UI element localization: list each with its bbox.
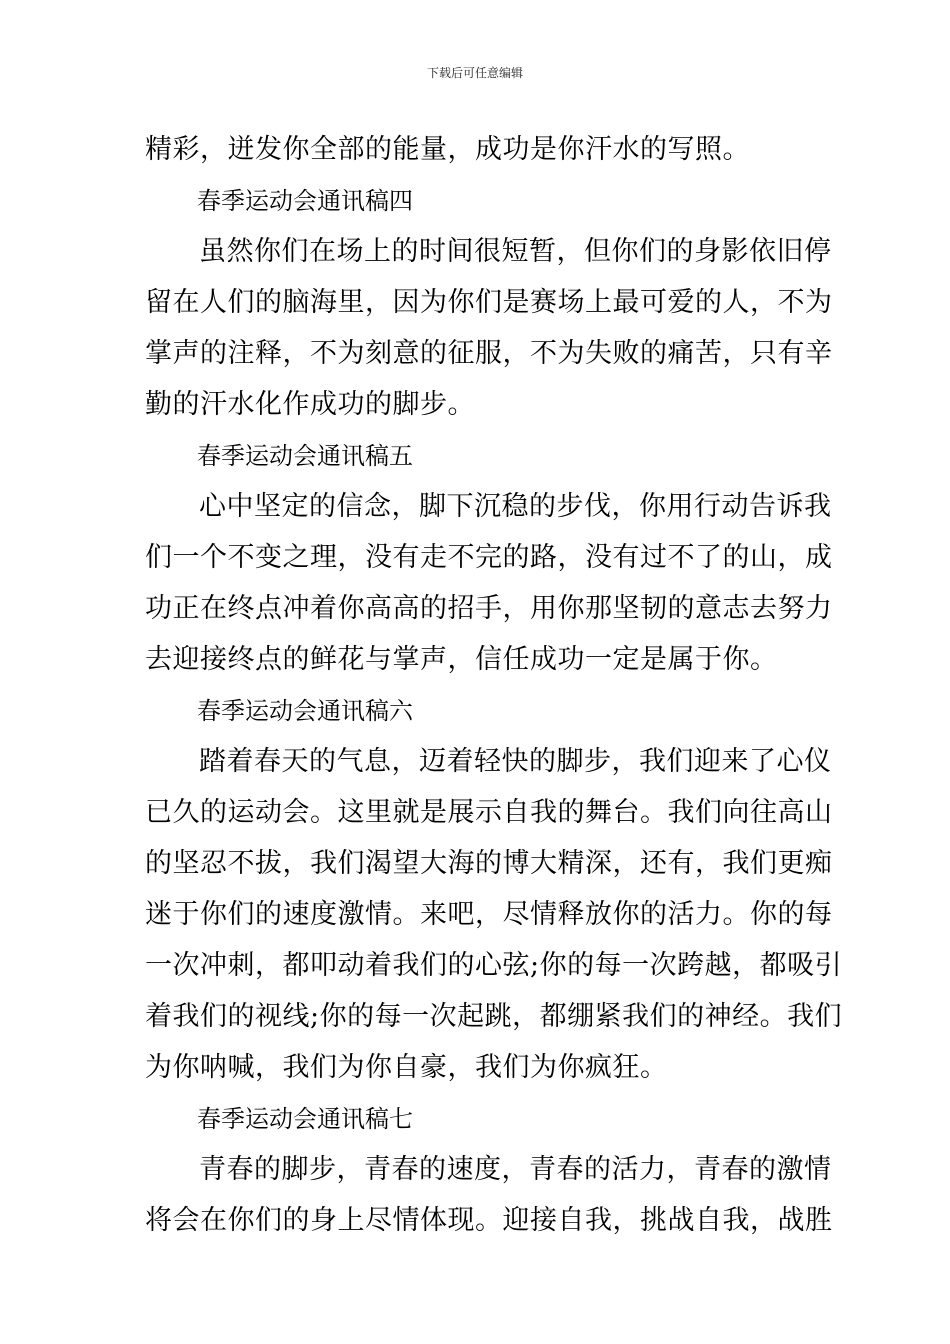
paragraph-line: 去迎接终点的鲜花与掌声，信任成功一定是属于你。: [145, 644, 778, 675]
paragraph-line: 精彩，迸发你全部的能量，成功是你汗水的写照。: [145, 134, 750, 165]
section-title: 春季运动会通讯稿七: [197, 1105, 413, 1133]
paragraph-line: 着我们的视线;你的每一次起跳，都绷紧我们的神经。我们: [145, 1001, 843, 1032]
paragraph-line: 将会在你们的身上尽情体现。迎接自我，挑战自我，战胜: [145, 1205, 833, 1236]
document-body: [145, 128, 843, 1250]
paragraph-line: 虽然你们在场上的时间很短暂，但你们的身影依旧停: [199, 236, 832, 267]
paragraph-line: 青春的脚步，青春的速度，青春的活力，青春的激情: [199, 1154, 832, 1185]
paragraph-line: 留在人们的脑海里，因为你们是赛场上最可爱的人，不为: [145, 287, 833, 318]
section-title: 春季运动会通讯稿六: [197, 697, 413, 725]
paragraph-line: 已久的运动会。这里就是展示自我的舞台。我们向往高山: [145, 797, 833, 828]
paragraph-line: 们一个不变之理，没有走不完的路，没有过不了的山，成: [145, 542, 833, 573]
paragraph-line: 心中坚定的信念，脚下沉稳的步伐，你用行动告诉我: [199, 491, 832, 522]
paragraph-line: 为你呐喊，我们为你自豪，我们为你疯狂。: [145, 1052, 668, 1083]
section-title: 春季运动会通讯稿四: [197, 187, 413, 215]
paragraph-line: 勤的汗水化作成功的脚步。: [145, 389, 475, 420]
paragraph-line: 踏着春天的气息，迈着轻快的脚步，我们迎来了心仪: [199, 746, 832, 777]
paragraph-line: 掌声的注释，不为刻意的征服，不为失败的痛苦，只有辛: [145, 338, 833, 369]
section-title: 春季运动会通讯稿五: [197, 442, 413, 470]
page-header: 下载后可任意编辑: [426, 66, 523, 80]
paragraph-line: 功正在终点冲着你高高的招手，用你那坚韧的意志去努力: [145, 593, 833, 624]
paragraph-line: 一次冲刺，都叩动着我们的心弦;你的每一次跨越，都吸引: [145, 950, 843, 981]
paragraph-line: 迷于你们的速度激情。来吧，尽情释放你的活力。你的每: [145, 899, 833, 930]
paragraph-line: 的坚忍不拔，我们渴望大海的博大精深，还有，我们更痴: [145, 848, 833, 879]
